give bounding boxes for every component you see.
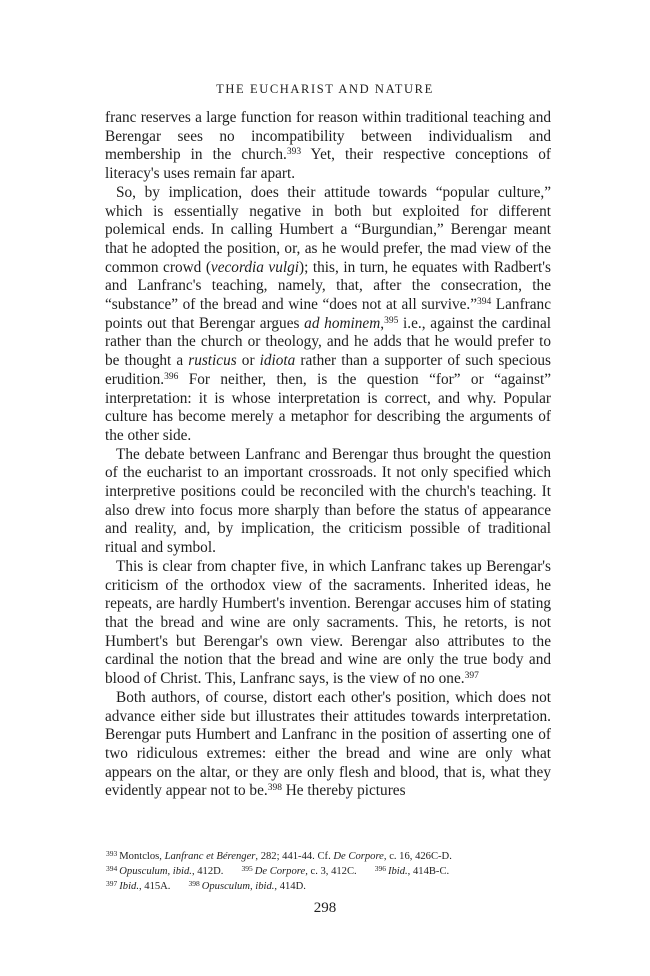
italic-text: rusticus [188,352,237,370]
text-run: or [236,352,260,370]
italic-text: Lanfranc et Bérenger [164,851,256,862]
italic-text: De Corpore [254,866,306,877]
footnote-number: 393 [106,849,118,858]
footnote-number: 396 [374,864,386,873]
paragraph [105,184,551,446]
footnote [188,881,305,892]
italic-text: Opusculum, ibid. [119,866,192,877]
footnote-reference: 396 [164,371,179,382]
text-run: This is clear from chapter five, in which Lanfranc takes up Berengar's criticism of the orthodox view of the sacraments. Inherited ideas, he repeats, are hardly Humbert's invention. Berengar accuses him of stating that the bread and wine are only sacraments. This, he retorts, is not Humbert's but Berengar's own view. Berengar also attributes to the cardinal the notion that the bread and wine are only the true body and blood of Christ. This, Lanfranc says, is the view of no one. [105,557,551,688]
italic-text: Ibid. [387,866,408,877]
body-text [105,109,551,801]
text-run: Montclos, [119,851,165,862]
text-run: Lanfranc points out that Berengar argues [105,296,551,332]
footnote [106,881,170,892]
footnote-number: 394 [106,864,118,873]
running-head: THE EUCHARIST AND NATURE [216,82,434,96]
footnotes [106,849,552,894]
text-run: Yet, their respective conceptions of literacy's uses remain far apart. [105,146,551,183]
italic-text: ad hominem [304,314,381,332]
paragraph [105,109,551,184]
text-run: i.e., against the cardinal rather than the church or theology, and he adds that he would prefer to be thought a [105,314,551,370]
text-run: The debate between Lanfranc and Berengar thus brought the question of the eucharist to an important crossroads. It not only specified which interpretive positions could be reconciled with the church's teaching. It also drew into focus more sharply than before the status of appearance and reality, and, by implication, the criticism possible of traditional ritual and symbol. [105,445,551,557]
footnote-number: 398 [188,879,200,888]
italic-text: idiota [259,352,296,370]
text-run: , [380,314,385,332]
text-run: franc reserves a large function for reason within traditional teaching and Berengar sees no incompatibility between individualism and membership in the church. [105,109,551,164]
footnote [375,866,449,877]
text-run: rather than a supporter of such specious erudition. [105,352,551,388]
footnote-line [106,849,552,864]
footnote-reference: 393 [286,147,302,158]
text-run: , 414D. [274,881,306,892]
footnote [106,866,223,877]
text-run: ); this, in turn, he equates with Radbert's and Lanfranc's teaching, namely, that, after the consecration, the “substance” of the bread and wine “does not at all survive.” [105,258,551,314]
footnote [241,866,356,877]
footnote-line [106,864,552,879]
text-run: , 414B-C. [407,866,450,877]
text-run: , c. 3, 412C. [305,866,357,877]
paragraph [105,446,551,558]
footnote-line [106,879,552,894]
text-run: Both authors, of course, distort each other's position, which does not advance either side but illustrates their attitudes towards interpretation. Berengar puts Humbert and Lanfranc in the position of asserting one of two ridiculous extremes: either the bread and wine are only what appears on the altar, or they are only flesh and blood, that is, what they evidently appear not to be. [105,688,551,800]
italic-text: vecordia vulgi [210,258,299,276]
text-run: , 415A. [138,881,171,892]
italic-text: Opusculum, ibid. [201,881,275,892]
paragraph [105,689,551,801]
page-number: 298 [313,900,337,916]
text-run: So, by implication, does their attitude towards “popular culture,” which is essentially negative in both but exploited for different polemical ends. In calling Humbert a “Burgundian,” Berengar meant that he adopted the position, or, as he would prefer, the mad view of the common crowd ( [105,183,551,276]
footnote-number: 397 [106,879,118,888]
footnote-reference: 398 [267,783,282,794]
footnote-reference: 395 [384,315,399,326]
paragraph [105,558,551,689]
text-run: , 282; 441-44. Cf. [255,851,334,862]
footnote-reference: 397 [464,671,479,682]
footnote-reference: 394 [477,297,492,308]
footnote [106,851,452,862]
text-run: , c. 16, 426C-D. [383,851,452,862]
text-run: , 412D. [191,866,224,877]
text-run: For neither, then, is the question “for” or “against” interpretation: it is whose interpretation is correct, and why. Popular culture has become merely a metaphor for describing the arguments of the other side. [105,370,551,444]
footnote-number: 395 [241,864,253,873]
italic-text: De Corpore [333,851,384,862]
italic-text: Ibid. [119,881,139,892]
text-run: He thereby pictures [281,782,406,800]
